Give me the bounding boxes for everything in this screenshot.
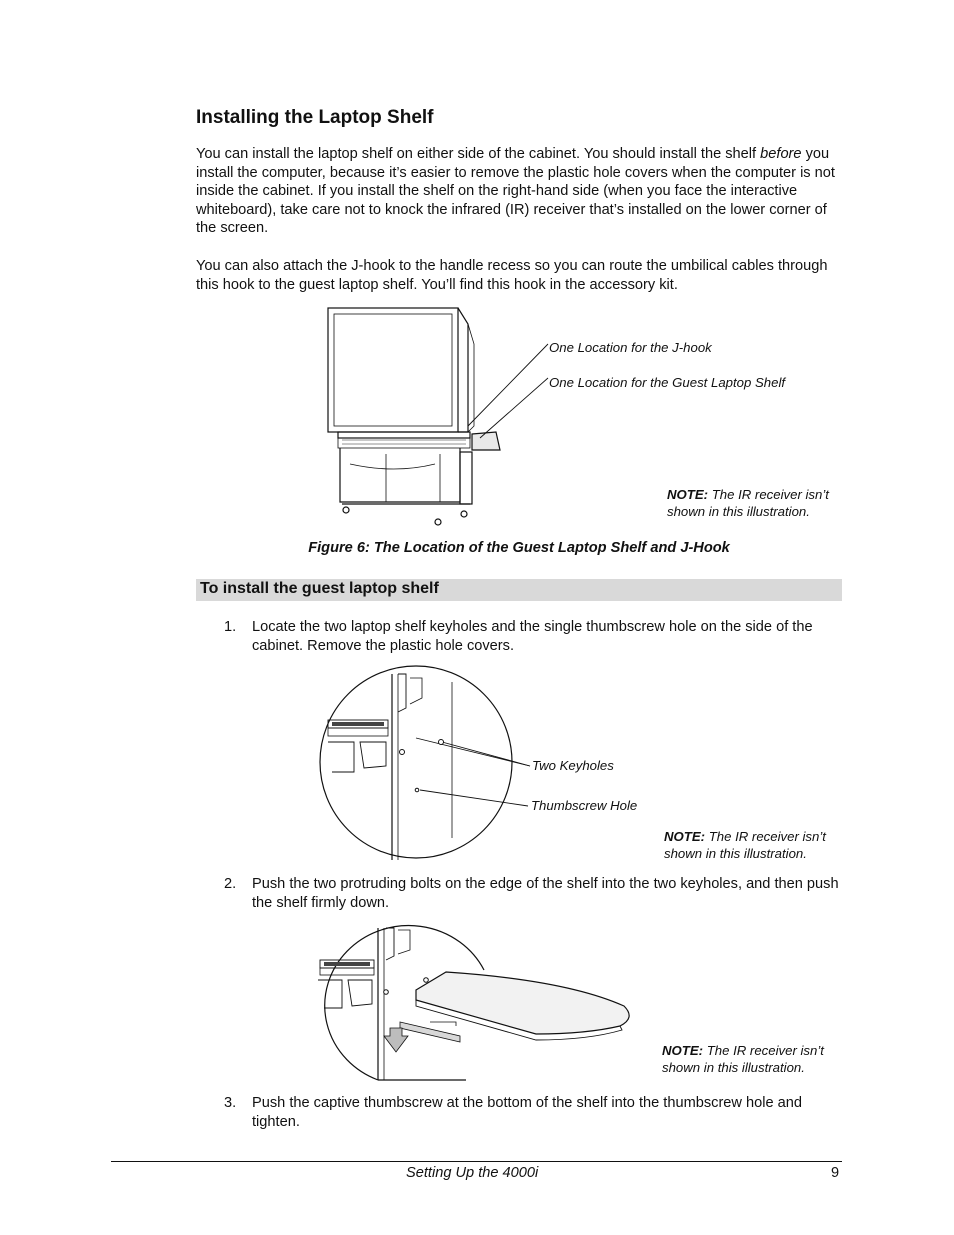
footer-divider: [111, 1161, 842, 1162]
note-text-line-1: The IR receiver isn’t: [703, 1043, 824, 1058]
note-label: NOTE:: [664, 829, 706, 844]
procedure-heading-bar: [196, 579, 842, 601]
step-text: Push the two protruding bolts on the edge of the shelf into the two keyholes, and then push the shelf firmly down.: [252, 876, 839, 911]
callout-two-keyholes: Two Keyholes: [532, 758, 614, 773]
note-text-line-2: shown in this illustration.: [664, 846, 807, 861]
step-3: [224, 1094, 842, 1134]
callout-jhook-location: One Location for the J-hook: [549, 340, 712, 355]
figure6-note: [667, 486, 829, 520]
page-number: 9: [831, 1165, 840, 1181]
push-shelf-note: [662, 1042, 824, 1076]
shelf-push-illustration: [306, 922, 646, 1084]
intro-paragraph-part-2: you install the computer, because it’s easier to remove the plastic hole covers when the computer is not inside the cabinet. If you install the shelf on the right-hand side (when you face the interactive whiteboard), take care not to knock the infrared (IR) receiver that’s installed on the lower corner of the screen.: [196, 146, 835, 237]
step-2: [224, 875, 842, 915]
note-label: NOTE:: [667, 487, 709, 502]
step-text: Push the captive thumbscrew at the bottom of the shelf into the thumbscrew hole and tighten.: [252, 1095, 803, 1130]
emphasis-before: before: [760, 146, 802, 162]
footer-title: Setting Up the 4000i: [406, 1165, 539, 1181]
callout-shelf-location: One Location for the Guest Laptop Shelf: [549, 375, 786, 390]
step-number: 1.: [224, 619, 237, 635]
note-text-line-2: shown in this illustration.: [662, 1060, 805, 1075]
jhook-paragraph: You can also attach the J-hook to the handle recess so you can route the umbilical cables through this hook to the guest laptop shelf. You’ll find this hook in the accessory kit.: [196, 258, 828, 293]
step-1: [224, 618, 842, 658]
step-number: 2.: [224, 876, 237, 892]
section-title: Installing the Laptop Shelf: [196, 107, 434, 128]
intro-paragraph: [196, 145, 842, 238]
keyholes-note: [664, 828, 826, 862]
callout-thumbscrew-hole: Thumbscrew Hole: [531, 798, 638, 813]
note-text-line-1: The IR receiver isn’t: [708, 487, 829, 502]
procedure-heading: To install the guest laptop shelf: [200, 580, 439, 597]
step-text: Locate the two laptop shelf keyholes and the single thumbscrew hole on the side of the cabinet. Remove the plastic hole covers.: [252, 619, 813, 654]
intro-paragraph-part-1: You can install the laptop shelf on either side of the cabinet. You should install the shelf: [196, 146, 761, 162]
figure6-caption: Figure 6: The Location of the Guest Laptop Shelf and J-Hook: [308, 540, 730, 556]
note-text-line-2: shown in this illustration.: [667, 504, 810, 519]
note-label: NOTE:: [662, 1043, 704, 1058]
step-number: 3.: [224, 1095, 237, 1111]
note-text-line-1: The IR receiver isn’t: [705, 829, 826, 844]
